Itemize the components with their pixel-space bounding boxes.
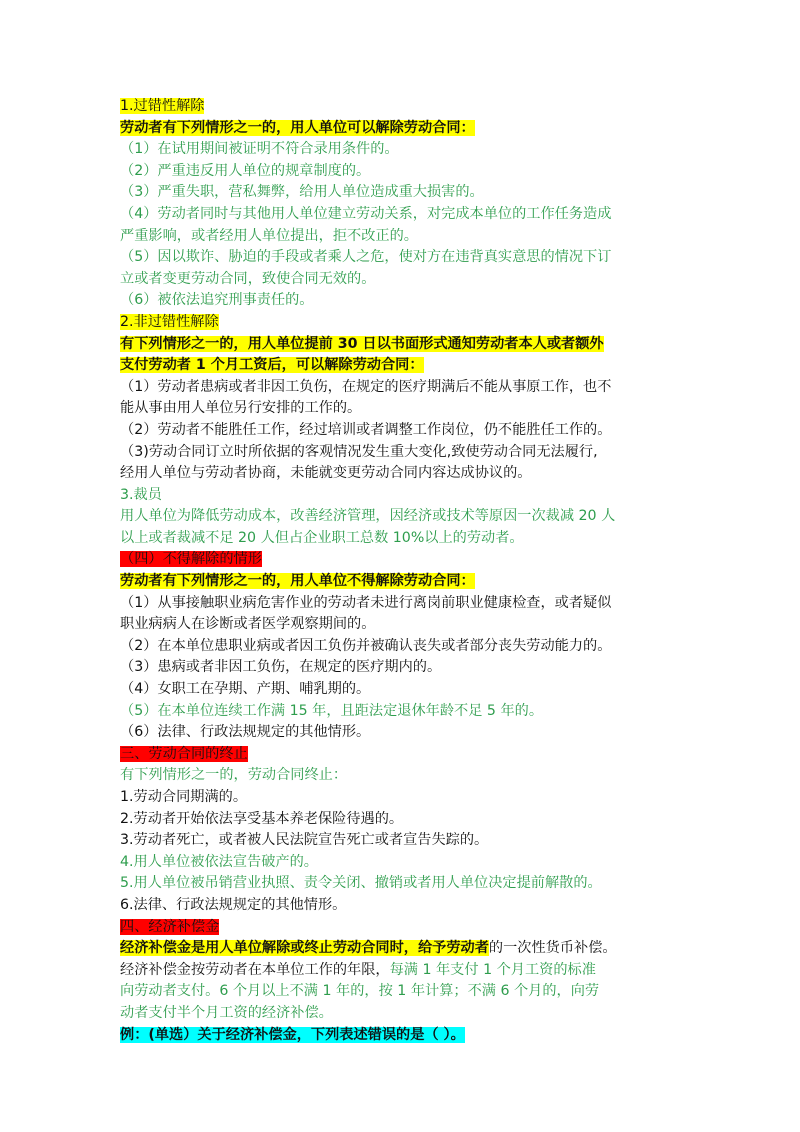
- section-lead: 有下列情形之一的，用人单位提前 30 日以书面形式通知劳动者本人或者额外: [120, 335, 604, 352]
- section-heading-fault-dismissal: 1.过错性解除: [120, 98, 205, 114]
- section-heading-compensation: 四、经济补偿金: [120, 918, 220, 935]
- list-item: （5）因以欺诈、胁迫的手段或者乘人之危，使对方在违背真实意思的情况下订: [120, 249, 612, 266]
- section-lead: 劳动者有下列情形之一的，用人单位不得解除劳动合同：: [120, 573, 475, 590]
- section-heading-no-dismissal: （四）不得解除的情形: [120, 551, 262, 568]
- paragraph-line: 经济补偿金是用人单位解除或终止劳动合同时，给予劳动者的一次性货币补偿。: [120, 940, 617, 957]
- paragraph-line: 向劳动者支付。6 个月以上不满 1 年的，按 1 年计算；不满 6 个月的，向劳: [120, 983, 600, 1000]
- section-lead: 支付劳动者 1 个月工资后，可以解除劳动合同：: [120, 357, 424, 374]
- paragraph-line: 用人单位为降低劳动成本，改善经济管理，因经济或技术等原因一次裁减 20 人: [120, 508, 616, 525]
- list-item: 5.用人单位被吊销营业执照、责令关闭、撤销或者用人单位决定提前解散的。: [120, 875, 602, 892]
- list-item: （4）女职工在孕期、产期、哺乳期的。: [120, 681, 371, 698]
- list-item: 严重影响，或者经用人单位提出，拒不改正的。: [120, 227, 418, 244]
- list-item: （2）严重违反用人单位的规章制度的。: [120, 162, 371, 179]
- section-lead: 劳动者有下列情形之一的，用人单位可以解除劳动合同：: [120, 119, 475, 136]
- list-item: （1）在试用期间被证明不符合录用条件的。: [120, 141, 399, 158]
- example-question: 例：(单选）关于经济补偿金，下列表述错误的是（ ）。: [120, 1026, 465, 1043]
- list-item: 能从事由用人单位另行安排的工作的。: [120, 400, 362, 417]
- list-item: 4.用人单位被依法宣告破产的。: [120, 853, 318, 870]
- list-item: 2.劳动者开始依法享受基本养老保险待遇的。: [120, 810, 404, 827]
- list-item: （3)劳动合同订立时所依据的客观情况发生重大变化,致使劳动合同无法履行,: [120, 443, 598, 460]
- list-item: （1）劳动者患病或者非因工负伤，在规定的医疗期满后不能从事原工作，也不: [120, 378, 612, 395]
- list-item: 经用人单位与劳动者协商，未能就变更劳动合同内容达成协议的。: [120, 465, 532, 482]
- section-heading-layoff: 3.裁员: [120, 486, 162, 503]
- section-lead: 有下列情形之一的，劳动合同终止：: [120, 767, 348, 784]
- list-item: 立或者变更劳动合同，致使合同无效的。: [120, 270, 376, 287]
- list-item: （6）被依法追究刑事责任的。: [120, 292, 314, 309]
- section-heading-non-fault-dismissal: 2.非过错性解除: [120, 313, 219, 330]
- document-page: [120, 96, 686, 1046]
- paragraph-line: 动者支付半个月工资的经济补偿。: [120, 1004, 333, 1021]
- list-item: （1）从事接触职业病危害作业的劳动者未进行离岗前职业健康检查，或者疑似: [120, 594, 612, 611]
- list-item: （5）在本单位连续工作满 15 年，且距法定退休年龄不足 5 年的。: [120, 702, 544, 719]
- list-item: （6）法律、行政法规规定的其他情形。: [120, 724, 371, 741]
- list-item: （2）劳动者不能胜任工作，经过培训或者调整工作岗位，仍不能胜任工作的。: [120, 421, 612, 438]
- paragraph-line: 经济补偿金按劳动者在本单位工作的年限，每满 1 年支付 1 个月工资的标准: [120, 961, 596, 978]
- list-item: 职业病病人在诊断或者医学观察期间的。: [120, 616, 376, 633]
- section-heading-termination: 三、劳动合同的终止: [120, 745, 248, 762]
- list-item: 3.劳动者死亡，或者被人民法院宣告死亡或者宣告失踪的。: [120, 832, 489, 849]
- list-item: （3）严重失职，营私舞弊，给用人单位造成重大损害的。: [120, 184, 484, 201]
- list-item: （3）患病或者非因工负伤，在规定的医疗期内的。: [120, 659, 442, 676]
- list-item: （4）劳动者同时与其他用人单位建立劳动关系，对完成本单位的工作任务造成: [120, 205, 612, 222]
- list-item: 1.劳动合同期满的。: [120, 789, 248, 805]
- list-item: 6.法律、行政法规规定的其他情形。: [120, 896, 347, 913]
- list-item: （2）在本单位患职业病或者因工负伤并被确认丧失或者部分丧失劳动能力的。: [120, 637, 612, 654]
- paragraph-line: 以上或者裁减不足 20 人但占企业职工总数 10%以上的劳动者。: [120, 529, 524, 546]
